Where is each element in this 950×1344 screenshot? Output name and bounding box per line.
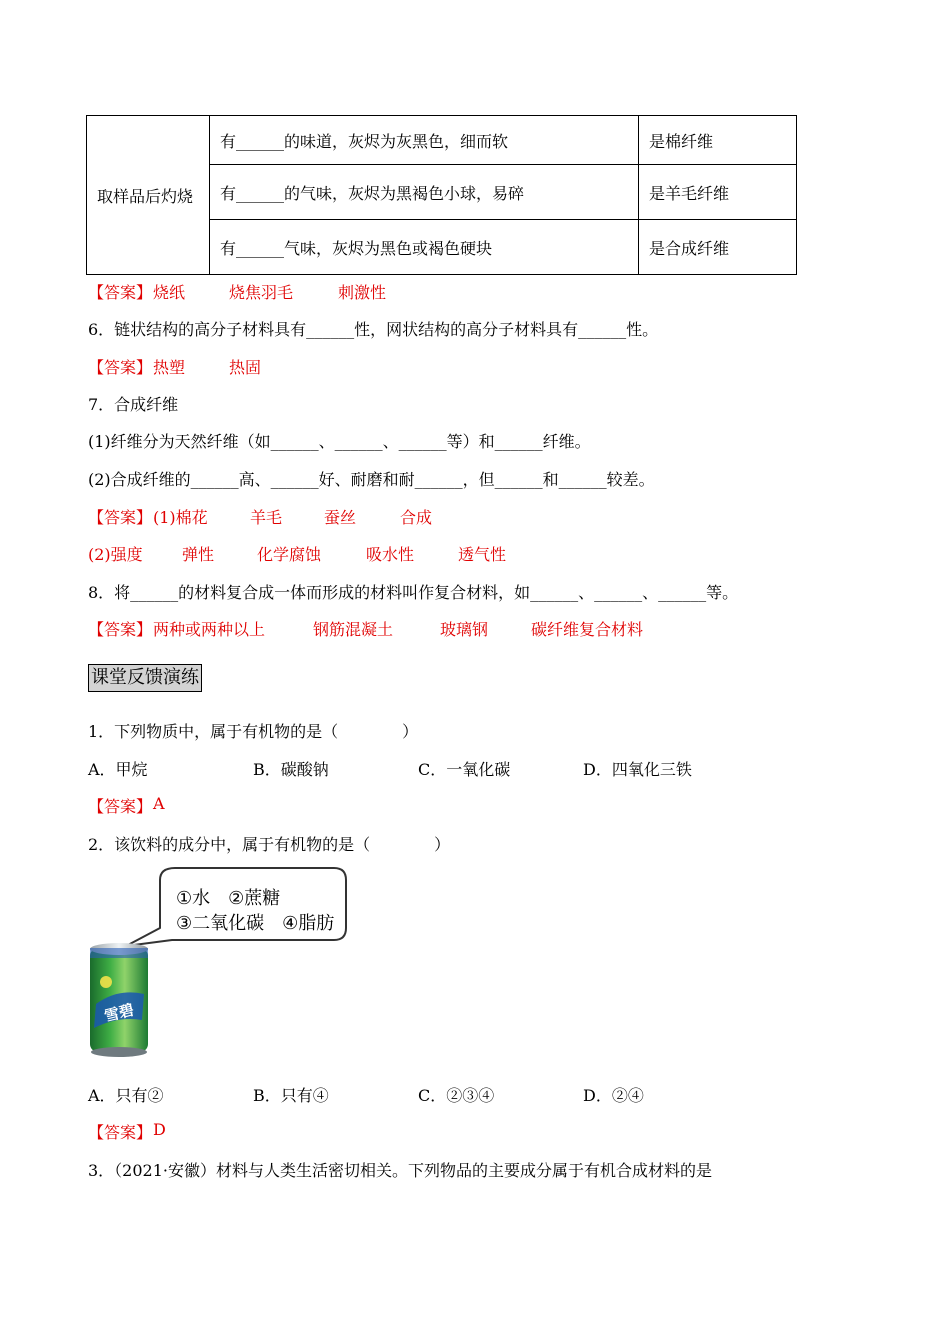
question-7-title: 7．合成纤维 — [88, 395, 179, 414]
answer-value: D — [153, 1120, 166, 1139]
answer-item: 钢筋混凝土 — [313, 620, 394, 639]
table-cell-desc: 有______气味，灰烬为黑色或褐色硬块 — [210, 220, 639, 275]
can-brand-text: 雪碧 — [102, 1000, 136, 1026]
option-b: B．只有④ — [253, 1086, 329, 1105]
answer-item: 碳纤维复合材料 — [531, 620, 644, 639]
answer-label: 【答案】 — [88, 508, 153, 527]
fiber-burn-table — [86, 115, 797, 275]
question-7-part1: (1)纤维分为天然纤维（如______、______、______等）和______纤维。 — [88, 432, 591, 451]
answer-item: 烧纸 — [153, 283, 186, 302]
answer-value: A — [153, 794, 165, 813]
table-cell-desc: 有______的味道，灰烬为灰黑色，细而软 — [210, 116, 639, 165]
answer-item: 烧焦羽毛 — [229, 283, 294, 302]
feedback-question-3: 3．（2021·安徽）材料与人类生活密切相关。下列物品的主要成分属于有机合成材料的是 — [88, 1161, 712, 1180]
answer-item: 透气性 — [458, 545, 507, 564]
answer-item: 羊毛 — [250, 508, 283, 527]
feedback-question-1: 1．下列物质中，属于有机物的是（ ） — [88, 722, 419, 741]
answer-label: 【答案】 — [88, 797, 153, 816]
option-b: B．碳酸钠 — [253, 760, 329, 779]
soda-can-image — [88, 942, 150, 1058]
table-row-header: 取样品后灼烧 — [87, 116, 210, 275]
answer-item: (1)棉花 — [153, 508, 208, 527]
table-cell-result: 是合成纤维 — [639, 220, 797, 275]
answer-5 — [88, 280, 152, 303]
answer-item: 热塑 — [153, 358, 186, 377]
answer-label: 【答案】 — [88, 1123, 153, 1142]
answer-item: 合成 — [400, 508, 433, 527]
answer-item: 蚕丝 — [324, 508, 357, 527]
table-cell-result: 是羊毛纤维 — [639, 165, 797, 220]
answer-item: 刺激性 — [338, 283, 387, 302]
bubble-line-1: ①水 ②蔗糖 — [176, 888, 281, 909]
question-6: 6．链状结构的高分子材料具有______性，网状结构的高分子材料具有______性。 — [88, 320, 659, 339]
feedback-question-2: 2．该饮料的成分中，属于有机物的是（ ） — [88, 835, 451, 854]
option-d: D．四氧化三铁 — [583, 760, 692, 779]
answer-item: 玻璃钢 — [440, 620, 489, 639]
answer-label: 【答案】 — [88, 283, 153, 302]
answer-item: 两种或两种以上 — [153, 620, 266, 639]
question-7-part2: (2)合成纤维的______高、______好、耐磨和耐______，但______和______较差。 — [88, 470, 655, 489]
table-cell-desc: 有______的气味，灰烬为黑褐色小球，易碎 — [210, 165, 639, 220]
option-c: C．一氧化碳 — [418, 760, 511, 779]
answer-item: 化学腐蚀 — [257, 545, 322, 564]
option-a: A．甲烷 — [88, 760, 148, 779]
bubble-line-2: ③二氧化碳 ④脂肪 — [176, 913, 335, 934]
answer-item: 热固 — [229, 358, 262, 377]
answer-item: (2)强度 — [88, 545, 143, 564]
answer-label: 【答案】 — [88, 620, 153, 639]
answer-item: 弹性 — [182, 545, 215, 564]
section-title: 课堂反馈演练 — [88, 664, 202, 692]
option-d: D．②④ — [583, 1086, 644, 1105]
table-cell-result: 是棉纤维 — [639, 116, 797, 165]
answer-label: 【答案】 — [88, 358, 153, 377]
option-c: C．②③④ — [418, 1086, 495, 1105]
question-8: 8．将______的材料复合成一体而形成的材料叫作复合材料，如______、______、______等。 — [88, 583, 739, 602]
answer-item: 吸水性 — [366, 545, 415, 564]
option-a: A．只有② — [88, 1086, 164, 1105]
